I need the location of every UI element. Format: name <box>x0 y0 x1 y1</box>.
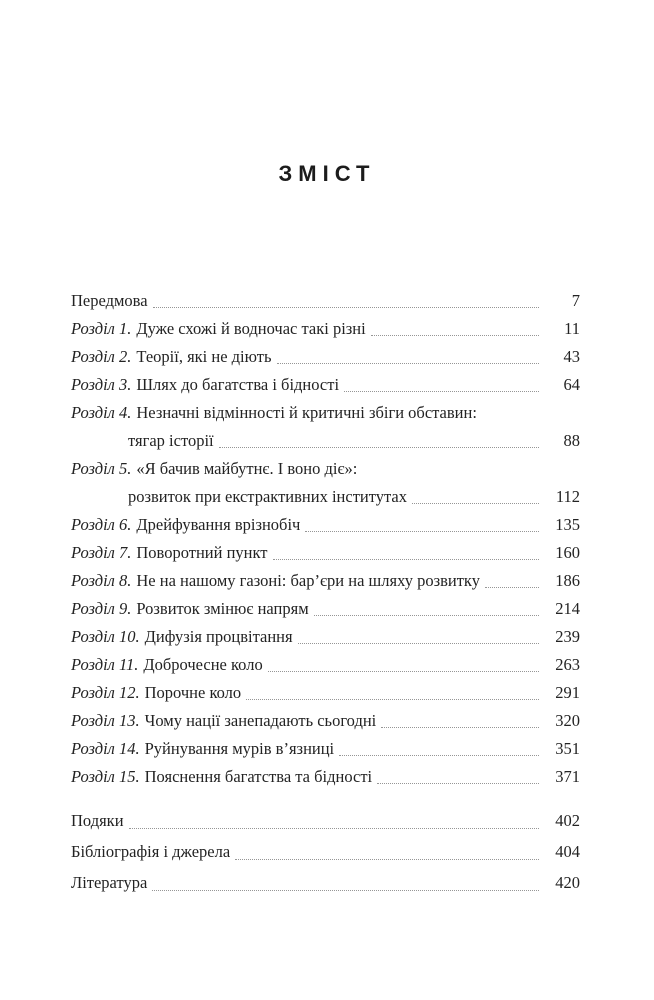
chapter-title: Розвиток змінює напрям <box>136 599 309 618</box>
chapter-label: Розділ 9. <box>71 599 132 618</box>
page-number: 351 <box>555 739 580 758</box>
chapter-title: Доброчесне коло <box>143 655 263 674</box>
chapter-label: Розділ 8. <box>71 571 132 590</box>
chapter-label: Розділ 6. <box>71 515 132 534</box>
page-number: 43 <box>563 347 580 366</box>
page-number: 186 <box>555 571 580 590</box>
toc-entry <box>71 805 580 836</box>
toc-entry <box>71 343 580 371</box>
toc-entry <box>71 867 580 898</box>
page-number: 11 <box>564 319 580 338</box>
section-title: Подяки <box>71 811 124 830</box>
toc-entry <box>71 567 580 595</box>
page-number: 404 <box>555 842 580 861</box>
chapter-label: Розділ 10. <box>71 627 140 646</box>
page-number: 263 <box>555 655 580 674</box>
toc-entry <box>71 595 580 623</box>
toc-entry <box>71 623 580 651</box>
chapter-label: Розділ 3. <box>71 375 132 394</box>
chapter-title: Руйнування мурів в’язниці <box>144 739 335 758</box>
chapter-title: Пояснення багатства та бідності <box>144 767 373 786</box>
toc-entry <box>71 399 580 455</box>
toc-entry <box>71 763 580 791</box>
chapter-label: Розділ 14. <box>71 739 140 758</box>
toc-entry <box>71 707 580 735</box>
chapter-title-continuation: тягар історії <box>128 431 214 450</box>
chapter-label: Розділ 2. <box>71 347 132 366</box>
page-number: 402 <box>555 811 580 830</box>
chapter-label: Розділ 5. <box>71 459 132 478</box>
toc-entry <box>71 315 580 343</box>
page-number: 371 <box>555 767 580 786</box>
chapter-label: Розділ 1. <box>71 319 132 338</box>
chapter-title-continuation: розвиток при екстрактивних інститутах <box>128 487 407 506</box>
chapter-title: Шлях до багатства і бідності <box>136 375 340 394</box>
toc-list <box>71 287 580 898</box>
page-number: 239 <box>555 627 580 646</box>
section-title: Література <box>71 873 148 892</box>
chapter-label: Розділ 15. <box>71 767 140 786</box>
chapter-label: Розділ 4. <box>71 403 132 422</box>
chapter-label: Розділ 13. <box>71 711 140 730</box>
section-title: Передмова <box>71 291 148 310</box>
page-title: ЗМІСТ <box>278 161 376 186</box>
toc-entry <box>71 455 580 511</box>
toc-entry <box>71 679 580 707</box>
page-number: 291 <box>555 683 580 702</box>
page-number: 64 <box>563 375 580 394</box>
chapter-title: Теорії, які не діють <box>136 347 272 366</box>
toc-entry <box>71 735 580 763</box>
toc-entry <box>71 651 580 679</box>
page-number: 135 <box>555 515 580 534</box>
page-number: 320 <box>555 711 580 730</box>
chapter-title: «Я бачив майбутнє. І воно діє»: <box>136 459 358 478</box>
chapter-label: Розділ 12. <box>71 683 140 702</box>
chapter-title: Незначні відмінності й критичні збіги обставин: <box>136 403 477 422</box>
page-number: 160 <box>555 543 580 562</box>
chapter-title: Не на нашому газоні: бар’єри на шляху розвитку <box>136 571 480 590</box>
chapter-label: Розділ 11. <box>71 655 139 674</box>
toc-entry <box>71 287 580 315</box>
chapter-label: Розділ 7. <box>71 543 132 562</box>
page-number: 7 <box>571 291 580 310</box>
page-number: 420 <box>555 873 580 892</box>
page-number: 214 <box>555 599 580 618</box>
toc-entry <box>71 539 580 567</box>
chapter-title: Порочне коло <box>144 683 242 702</box>
chapter-title: Дрейфування врізнобіч <box>136 515 301 534</box>
toc-entry <box>71 511 580 539</box>
toc-entry <box>71 836 580 867</box>
section-title: Бібліографія і джерела <box>71 842 231 861</box>
chapter-title: Поворотний пункт <box>136 543 268 562</box>
page-number: 112 <box>555 487 580 506</box>
chapter-title: Дифузія процвітання <box>144 627 293 646</box>
chapter-title: Чому нації занепадають сьогодні <box>144 711 377 730</box>
back-matter-list <box>71 805 580 898</box>
toc-entry <box>71 371 580 399</box>
chapter-title: Дуже схожі й водночас такі різні <box>136 319 366 338</box>
page-number: 88 <box>563 431 580 450</box>
